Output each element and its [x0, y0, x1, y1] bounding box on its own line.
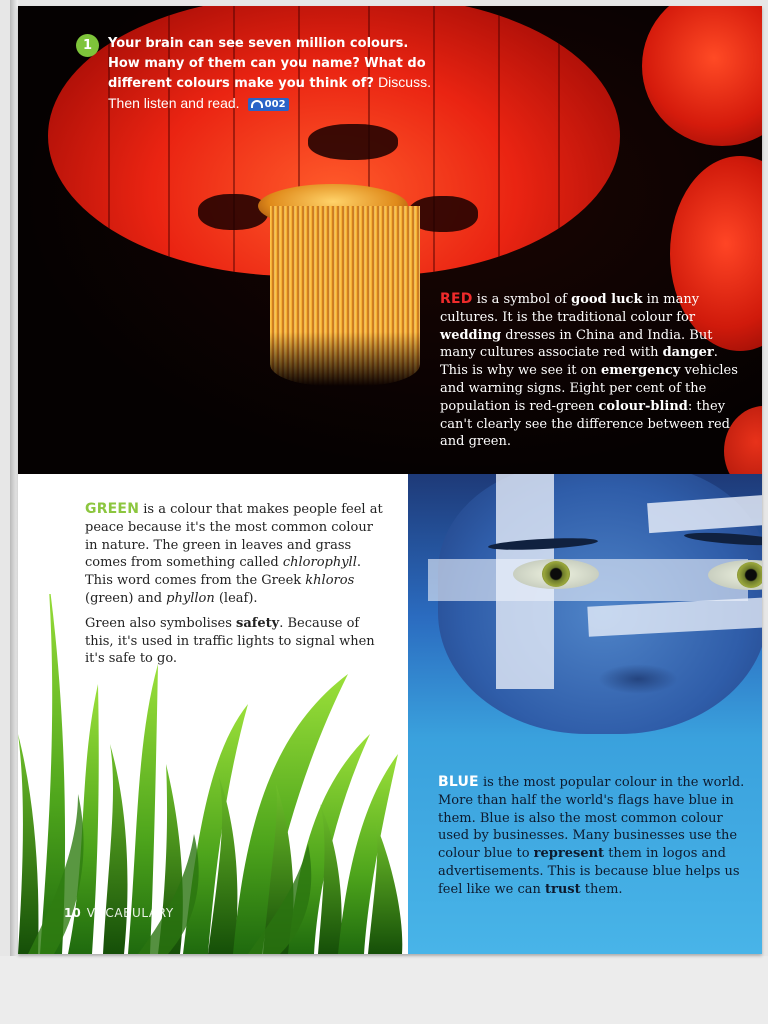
lantern-ornament — [198, 194, 268, 230]
iris — [737, 562, 762, 588]
blue-paragraph — [438, 774, 748, 899]
question-prompt: Your brain can see seven million colours. How many of them can you name? What do different colours make you think of? — [108, 36, 426, 91]
headphones-icon — [251, 100, 263, 108]
section-label: VOCABULARY — [86, 906, 174, 920]
audio-track-badge[interactable] — [248, 98, 289, 111]
blue-heading: BLUE — [438, 774, 479, 790]
grass-photo — [18, 594, 408, 954]
nose — [598, 664, 678, 694]
lantern-tassel — [270, 206, 420, 386]
audio-track-number: 002 — [264, 98, 286, 110]
green-body-1: GREEN is a colour that makes people feel at peace because it's the most common colour in nature. The green in leaves and grass comes from something called chlorophyll. This word comes from the Greek khloros (green) and phyllon (leaf). — [85, 501, 383, 606]
question-text — [108, 34, 438, 114]
green-panel — [18, 474, 408, 954]
iris — [542, 561, 570, 587]
blue-panel — [408, 474, 762, 954]
question-number-badge: 1 — [76, 34, 99, 57]
red-heading: RED — [440, 291, 473, 307]
page-number: 10 — [64, 906, 81, 920]
page-binding-edge — [10, 0, 18, 960]
textbook-page — [18, 6, 762, 954]
blue-body: BLUE is the most popular colour in the world. More than half the world's flags have blue in them. Blue is also the most common colour used by businesses. Many businesses use the colour blue to represent them in logos and advertisements. This is because blue helps us feel like we can trust them. — [438, 774, 745, 897]
scan-margin — [0, 956, 768, 1024]
green-body-2: Green also symbolises safety. Because of this, it's used in traffic lights to signal when it's safe to go. — [85, 615, 375, 667]
small-red-lantern — [642, 6, 762, 146]
red-body: RED is a symbol of good luck in many cultures. It is the traditional colour for wedding dresses in China and India. But many cultures associate red with danger. This is why we see it on emergency vehicles and warning signs. Eight per cent of the population is red-green colour-blind: they can't clearly see the difference between red and green. — [440, 291, 738, 450]
page-footer — [64, 906, 174, 920]
question-instruction: Discuss. Then listen and read. — [108, 74, 431, 111]
lantern-ornament — [308, 124, 398, 160]
red-paragraph — [440, 291, 740, 451]
green-heading: GREEN — [85, 501, 140, 517]
eye — [513, 559, 599, 589]
